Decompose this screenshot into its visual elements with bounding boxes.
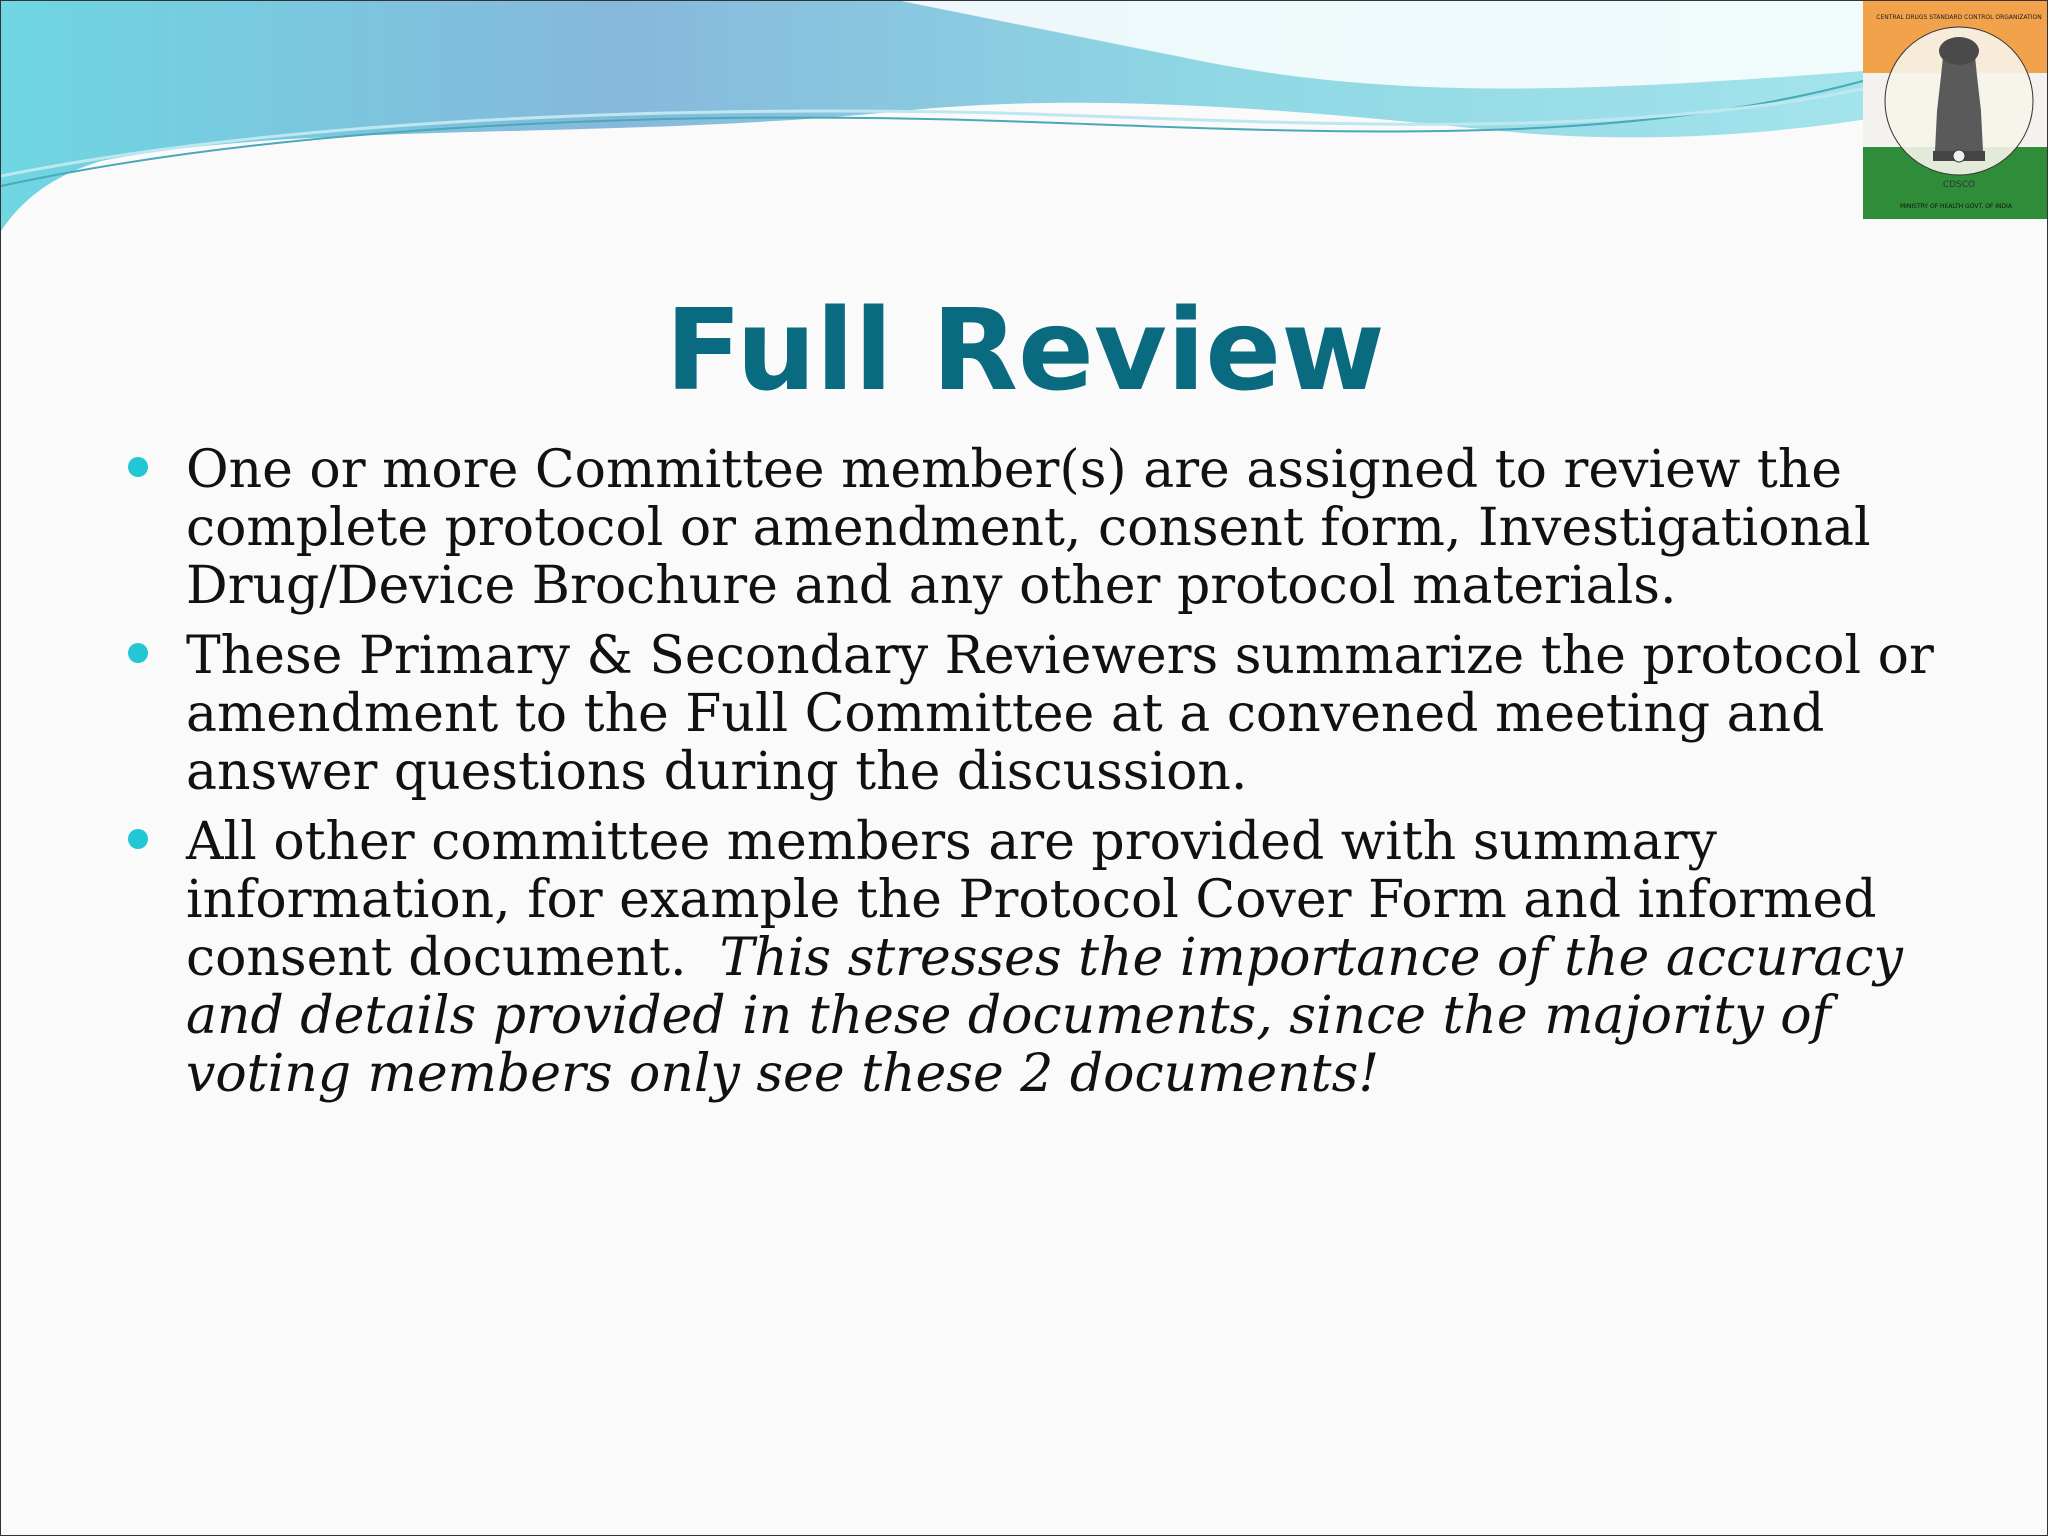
bullet-text: One or more Committee member(s) are assigned to review the complete protocol or amendment, consent form, Investigational Drug/Device Brochure and any other protocol materials. [186, 440, 1871, 616]
emblem-bottom-text: MINISTRY OF HEALTH GOVT. OF INDIA [1899, 203, 2013, 210]
bullet-dot-icon [128, 829, 148, 849]
bullet-text: These Primary & Secondary Reviewers summarize the protocol or amendment to the Full Committee at a convened meeting and answer questions during the discussion. [186, 626, 1934, 802]
header-wave-decoration [1, 1, 2048, 241]
bullet-dot-icon [128, 457, 148, 477]
national-emblem-logo [1863, 1, 2048, 219]
slide-title: Full Review [665, 286, 1385, 416]
bullet-dot-icon [128, 643, 148, 663]
emblem-ring-text: CENTRAL DRUGS STANDARD CONTROL ORGANIZATION [1876, 14, 2042, 21]
bullet-item [121, 813, 1941, 1103]
bullet-emphasis-text: This stresses the importance of the accuracy and details provided in these documents, since the majority of voting members only see these 2 documents! [186, 928, 1903, 1104]
emblem-short-text: CDSCO [1942, 180, 1976, 190]
bullet-item [121, 627, 1941, 801]
bullet-text: All other committee members are provided with summary information, for example the Protocol Cover Form and informed consent document. [186, 812, 1877, 988]
bullet-item [121, 441, 1941, 615]
bullet-list [121, 441, 1941, 1115]
